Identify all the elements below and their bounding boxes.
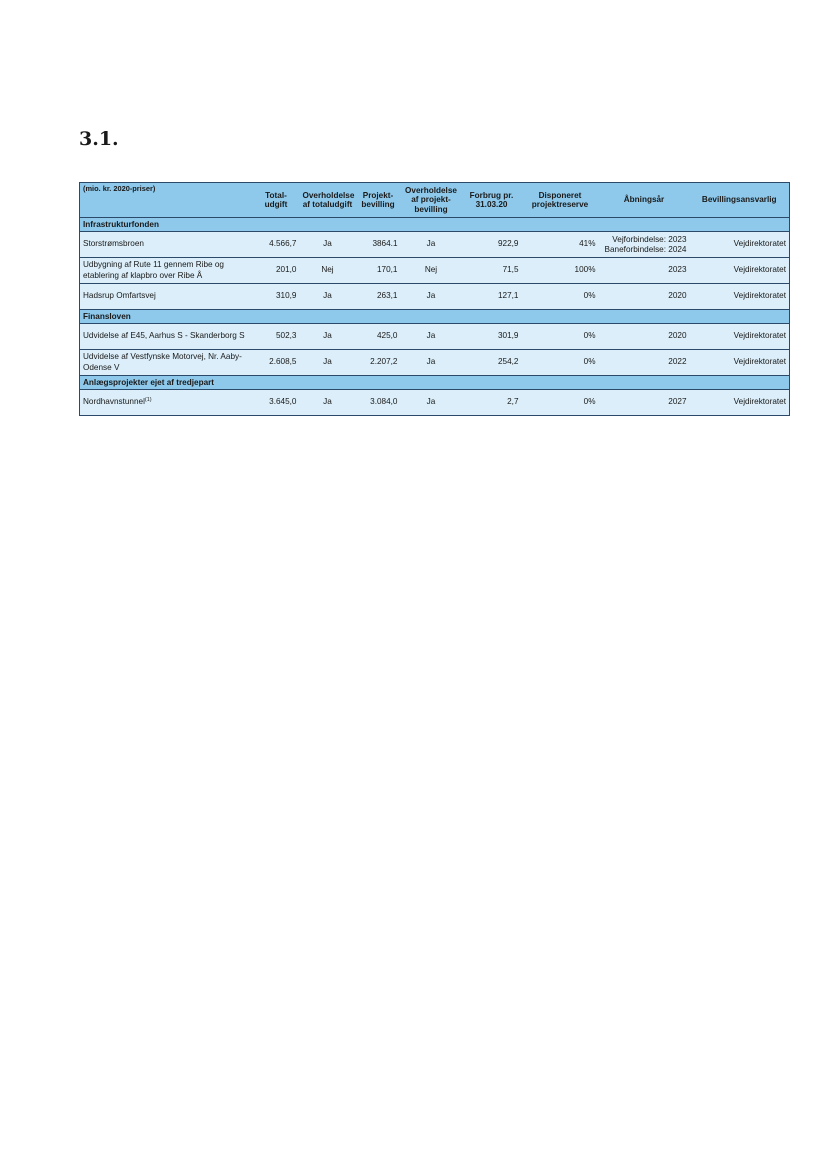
cell-forbrug: 71,5 xyxy=(462,258,522,284)
cell-overhold-projekt: Nej xyxy=(401,258,462,284)
header-forbrug: Forbrug pr. 31.03.20 xyxy=(462,183,522,218)
cell-name: Hadsrup Omfartsvej xyxy=(80,284,253,310)
cell-name-text: Nordhavnstunnel xyxy=(83,397,145,407)
header-unit: (mio. kr. 2020-priser) xyxy=(80,183,253,218)
cell-disponeret: 0% xyxy=(522,284,599,310)
section-row xyxy=(80,376,790,390)
cell-overhold-projekt: Ja xyxy=(401,350,462,376)
cell-total: 310,9 xyxy=(253,284,300,310)
cell-disponeret: 0% xyxy=(522,390,599,416)
section-title: Anlægsprojekter ejet af tredjepart xyxy=(80,376,790,390)
cell-total: 4.566,7 xyxy=(253,232,300,258)
cell-ansvarlig: Vejdirektoratet xyxy=(690,232,790,258)
cell-projekt-bevilling: 425,0 xyxy=(356,324,401,350)
section-title: Infrastrukturfonden xyxy=(80,218,790,232)
cell-name: Udbygning af Rute 11 gennem Ribe og etablering af klapbro over Ribe Å xyxy=(80,258,253,284)
table-row xyxy=(80,284,790,310)
header-projekt-bevilling: Projekt-bevilling xyxy=(356,183,401,218)
header-disponeret: Disponeret projektreserve xyxy=(522,183,599,218)
cell-aabningsaar: 2020 xyxy=(599,284,690,310)
header-row xyxy=(80,183,790,218)
cell-aabningsaar: 2020 xyxy=(599,324,690,350)
table-row xyxy=(80,324,790,350)
cell-name: Udvidelse af E45, Aarhus S - Skanderborg S xyxy=(80,324,253,350)
cell-overhold-projekt: Ja xyxy=(401,324,462,350)
section-number: 3.1. xyxy=(79,128,119,150)
table-row xyxy=(80,390,790,416)
cell-overhold-total: Ja xyxy=(300,390,356,416)
aabningsaar-line-2: Baneforbindelse: 2024 xyxy=(604,244,687,254)
cell-name xyxy=(80,390,253,416)
cell-overhold-total: Ja xyxy=(300,324,356,350)
cell-total: 502,3 xyxy=(253,324,300,350)
cell-ansvarlig: Vejdirektoratet xyxy=(690,350,790,376)
section-row xyxy=(80,218,790,232)
cell-overhold-projekt: Ja xyxy=(401,232,462,258)
cell-disponeret: 41% xyxy=(522,232,599,258)
cell-projekt-bevilling: 3864.1 xyxy=(356,232,401,258)
footnote-marker: (1) xyxy=(144,397,152,404)
cell-ansvarlig: Vejdirektoratet xyxy=(690,258,790,284)
cell-ansvarlig: Vejdirektoratet xyxy=(690,324,790,350)
section-row xyxy=(80,310,790,324)
table-row xyxy=(80,232,790,258)
header-overhold-total: Overholdelse af totaludgift xyxy=(300,183,356,218)
cell-projekt-bevilling: 263,1 xyxy=(356,284,401,310)
cell-name: Udvidelse af Vestfynske Motorvej, Nr. Aaby-Odense V xyxy=(80,350,253,376)
cell-forbrug: 127,1 xyxy=(462,284,522,310)
cell-forbrug: 254,2 xyxy=(462,350,522,376)
cell-aabningsaar: 2023 xyxy=(599,258,690,284)
project-table xyxy=(79,182,790,416)
cell-total: 201,0 xyxy=(253,258,300,284)
cell-projekt-bevilling: 170,1 xyxy=(356,258,401,284)
cell-overhold-projekt: Ja xyxy=(401,390,462,416)
table-row xyxy=(80,350,790,376)
aabningsaar-line-1: Vejforbindelse: 2023 xyxy=(612,234,687,244)
cell-overhold-projekt: Ja xyxy=(401,284,462,310)
cell-ansvarlig: Vejdirektoratet xyxy=(690,390,790,416)
header-aabningsaar: Åbningsår xyxy=(599,183,690,218)
table-row xyxy=(80,258,790,284)
header-overhold-projekt: Overholdelse af projekt-bevilling xyxy=(401,183,462,218)
cell-forbrug: 922,9 xyxy=(462,232,522,258)
cell-total: 2.608,5 xyxy=(253,350,300,376)
cell-name: Storstrømsbroen xyxy=(80,232,253,258)
cell-projekt-bevilling: 3.084,0 xyxy=(356,390,401,416)
cell-overhold-total: Ja xyxy=(300,232,356,258)
header-total: Total-udgift xyxy=(253,183,300,218)
cell-projekt-bevilling: 2.207,2 xyxy=(356,350,401,376)
cell-forbrug: 301,9 xyxy=(462,324,522,350)
cell-aabningsaar: 2022 xyxy=(599,350,690,376)
cell-forbrug: 2,7 xyxy=(462,390,522,416)
cell-aabningsaar xyxy=(599,232,690,258)
cell-overhold-total: Nej xyxy=(300,258,356,284)
cell-total: 3.645,0 xyxy=(253,390,300,416)
cell-disponeret: 0% xyxy=(522,350,599,376)
cell-ansvarlig: Vejdirektoratet xyxy=(690,284,790,310)
cell-disponeret: 100% xyxy=(522,258,599,284)
cell-aabningsaar: 2027 xyxy=(599,390,690,416)
cell-overhold-total: Ja xyxy=(300,284,356,310)
cell-overhold-total: Ja xyxy=(300,350,356,376)
section-title: Finansloven xyxy=(80,310,790,324)
cell-disponeret: 0% xyxy=(522,324,599,350)
header-ansvarlig: Bevillingsansvarlig xyxy=(690,183,790,218)
